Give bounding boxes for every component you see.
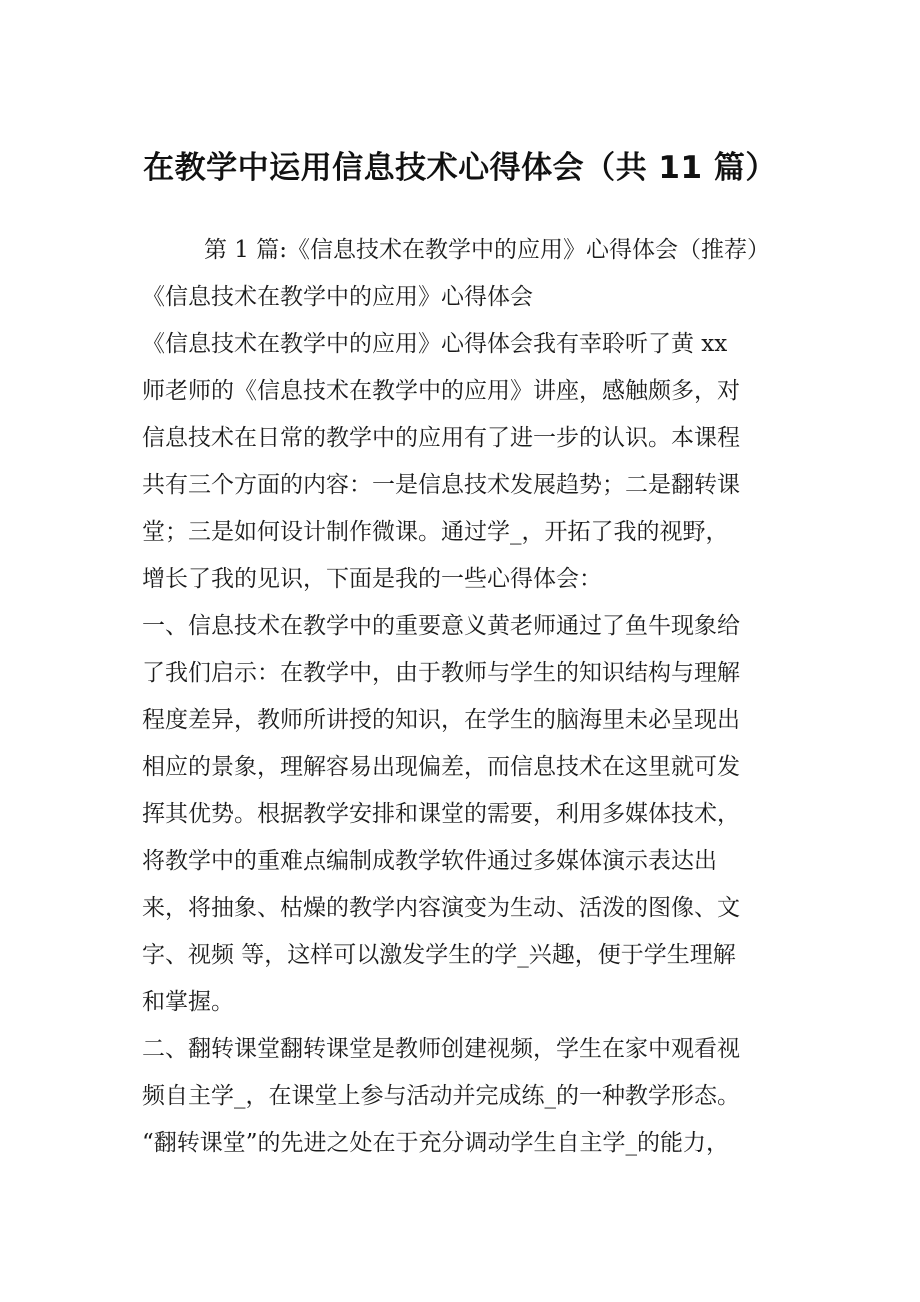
article-subtitle: 《信息技术在教学中的应用》心得体会 xyxy=(142,284,533,310)
paragraph-line: 挥其优势。根据教学安排和课堂的需要，利用多媒体技术， xyxy=(142,801,740,827)
article-heading: 第 1 篇:《信息技术在教学中的应用》心得体会（推荐） xyxy=(204,237,771,263)
paragraph-line: 字、视频 等，这样可以激发学生的学_兴趣，便于学生理解 xyxy=(142,942,736,968)
document-body xyxy=(142,227,792,1167)
section-heading-line: 二、翻转课堂翻转课堂是教师创建视频，学生在家中观看视 xyxy=(142,1036,740,1062)
paragraph-line: 了我们启示：在教学中，由于教师与学生的知识结构与理解 xyxy=(142,660,740,686)
paragraph-line: 师老师的《信息技术在教学中的应用》讲座，感触颇多，对 xyxy=(142,378,740,404)
paragraph-line: 相应的景象，理解容易出现偏差，而信息技术在这里就可发 xyxy=(142,754,740,780)
paragraph-line: 频自主学_，在课堂上参与活动并完成练_的一种教学形态。 xyxy=(142,1083,740,1109)
paragraph-line: 和掌握。 xyxy=(142,989,234,1015)
document-title: 在教学中运用信息技术心得体会（共 11 篇） xyxy=(143,150,777,186)
paragraph-line: 来，将抽象、枯燥的教学内容演变为生动、活泼的图像、文 xyxy=(142,895,740,921)
paragraph-line: 共有三个方面的内容：一是信息技术发展趋势；二是翻转课 xyxy=(142,472,740,498)
paragraph-line: 增长了我的见识，下面是我的一些心得体会： xyxy=(142,566,602,592)
section-heading-line: 一、信息技术在教学中的重要意义黄老师通过了鱼牛现象给 xyxy=(142,613,740,639)
paragraph-line: 程度差异，教师所讲授的知识，在学生的脑海里未必呈现出 xyxy=(142,707,740,733)
paragraph-line: 《信息技术在教学中的应用》心得体会我有幸聆听了黄 xx xyxy=(142,331,728,357)
paragraph-line: 堂；三是如何设计制作微课。通过学_，开拓了我的视野， xyxy=(142,519,729,545)
paragraph-line: 将教学中的重难点编制成教学软件通过多媒体演示表达出 xyxy=(142,848,717,874)
paragraph-line: 信息技术在日常的教学中的应用有了进一步的认识。本课程 xyxy=(142,425,740,451)
paragraph-line: “翻转课堂”的先进之处在于充分调动学生自主学_的能力， xyxy=(142,1130,730,1156)
